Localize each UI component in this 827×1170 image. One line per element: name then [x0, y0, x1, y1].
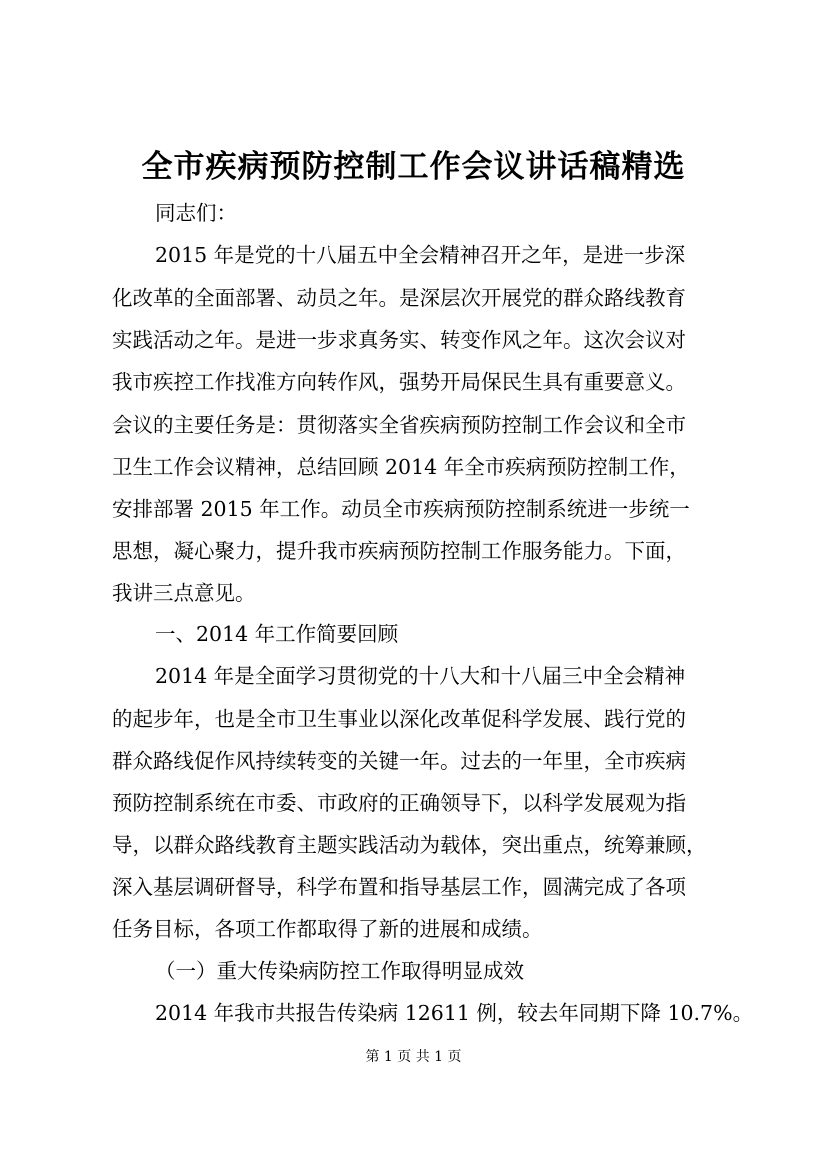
paragraph-line: 安排部署 2015 年工作。动员全市疾病预防控制系统进一步统一 [112, 497, 690, 521]
paragraph-line: 预防控制系统在市委、市政府的正确领导下，以科学发展观为指 [112, 791, 686, 815]
page-footer: 第 1 页 共 1 页 [365, 1049, 462, 1065]
salutation: 同志们： [155, 201, 237, 225]
paragraph-line: 我市疾控工作找准方向转作风，强势开局保民生具有重要意义。 [112, 370, 686, 394]
paragraph-line: 2014 年我市共报告传染病 12611 例，较去年同期下降 10.7%。 [155, 1001, 754, 1025]
paragraph-line: 的起步年，也是全市卫生事业以深化改革促科学发展、践行党的 [112, 707, 686, 731]
paragraph-line: 实践活动之年。是进一步求真务实、转变作风之年。这次会议对 [112, 328, 686, 352]
paragraph-line: 会议的主要任务是：贯彻落实全省疾病预防控制工作会议和全市 [112, 413, 686, 437]
paragraph-line: 导，以群众路线教育主题实践活动为载体，突出重点，统筹兼顾， [112, 833, 707, 857]
paragraph-line: 2014 年是全面学习贯彻党的十八大和十八届三中全会精神 [155, 664, 686, 688]
paragraph-line: 卫生工作会议精神，总结回顾 2014 年全市疾病预防控制工作， [112, 455, 690, 479]
paragraph-line: 深入基层调研督导，科学布置和指导基层工作，圆满完成了各项 [112, 875, 686, 899]
section-heading: 一、2014 年工作简要回顾 [155, 622, 399, 646]
paragraph-line: 2015 年是党的十八届五中全会精神召开之年，是进一步深 [155, 243, 686, 267]
paragraph-line: 思想，凝心聚力，提升我市疾病预防控制工作服务能力。下面， [112, 539, 686, 563]
subsection-heading: （一）重大传染病防控工作取得明显成效 [155, 959, 524, 983]
paragraph-line: 任务目标，各项工作都取得了新的进展和成绩。 [112, 917, 543, 941]
document-title: 全市疾病预防控制工作会议讲话稿精选 [141, 149, 686, 185]
paragraph-line: 群众路线促作风持续转变的关键一年。过去的一年里，全市疾病 [112, 749, 686, 773]
paragraph-line: 化改革的全面部署、动员之年。是深层次开展党的群众路线教育 [112, 286, 686, 310]
paragraph-line: 我讲三点意见。 [112, 581, 256, 605]
